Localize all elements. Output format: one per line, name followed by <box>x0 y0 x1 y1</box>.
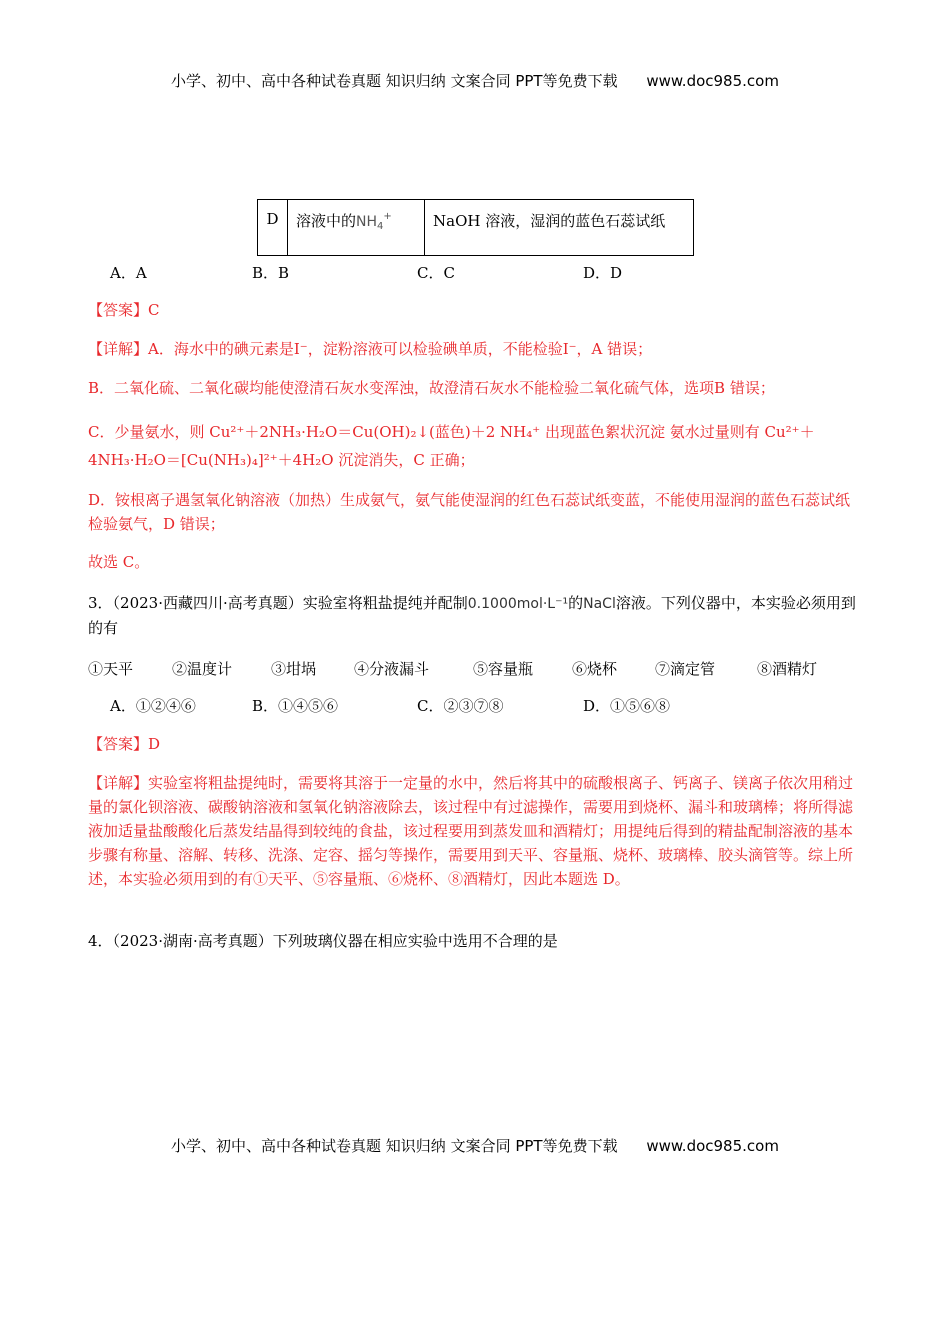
q2-detail-c2: 4NH₃·H₂O＝[Cu(NH₃)₄]²⁺＋4H₂O 沉淀消失，C 正确； <box>88 451 475 469</box>
detail-text: 实验室将粗盐提纯时，需要将其溶于一定量的水中，然后将其中的硫酸根离子、钙离子、镁离子依次用稍过量的氯化钡溶液、碳酸钠溶液和氢氧化钠溶液除去，该过程中有过滤操作，需要用到烧杯、漏斗和玻璃棒；将所得滤液加适量盐酸酸化后蒸发结晶得到较纯的食盐，该过程要用到蒸发皿和酒精灯；用提纯后得到的精盐配制溶液的基本步骤有称量、溶解、转移、洗涤、定容、摇匀等操作，需要用到天平、容量瓶、烧杯、玻璃棒、胶头滴管等。综上所述，本实验必须用到的有①天平、⑤容量瓶、⑥烧杯、⑧酒精灯，因此本题选 D。 <box>88 774 854 888</box>
detail-label: 【详解】 <box>88 340 149 358</box>
q4-stem: 4．（2023·湖南·高考真题）下列玻璃仪器在相应实验中选用不合理的是 <box>88 932 558 950</box>
q2-choice-b: B．B <box>252 264 290 282</box>
q3-item-4: ④分液漏斗 <box>354 660 430 678</box>
header-site[interactable]: www.doc985.com <box>646 72 779 90</box>
q3-stem-de: 的 <box>568 594 584 612</box>
q3-item-8: ⑧酒精灯 <box>757 660 818 678</box>
answer-label: 【答案】 <box>88 735 149 753</box>
q2-choice-d: D．D <box>583 264 623 282</box>
q2-detail-b: B．二氧化硫、二氧化碳均能使澄清石灰水变浑浊，故澄清石灰水不能检验二氧化硫气体，选项B 错误； <box>88 379 775 397</box>
q2-answer <box>88 298 863 322</box>
header-text: 小学、初中、高中各种试卷真题 知识归纳 文案合同 PPT等免费下载 <box>171 72 618 90</box>
page-footer <box>0 1135 950 1156</box>
q3-concentration: 0.1000mol·L⁻¹ <box>467 596 569 612</box>
footer-site[interactable]: www.doc985.com <box>646 1137 779 1155</box>
q3-answer <box>88 732 863 756</box>
q3-stem-text: 3．（2023·西藏四川·高考真题）实验室将粗盐提纯并配制 <box>88 594 468 612</box>
q3-stem <box>88 591 863 640</box>
page-header <box>0 70 950 91</box>
q3-detail <box>88 771 863 891</box>
answer-value: D <box>148 735 161 753</box>
ion-charge: + <box>383 211 392 222</box>
q2-detail-d: D．铵根离子遇氢氧化钠溶液（加热）生成氨气，氨气能使湿润的红色石蕊试纸变蓝，不能使用湿润的蓝色石蕊试纸检验氨气，D 错误； <box>88 491 851 533</box>
answer-value: C <box>148 301 160 319</box>
q3-item-7: ⑦滴定管 <box>655 660 716 678</box>
q3-choice-a: A．①②④⑥ <box>110 697 196 715</box>
q3-stem-end: 溶液。下列仪器中，本实验必须用到的有 <box>88 594 856 637</box>
ion-cell <box>288 200 425 256</box>
q3-item-3: ③坩埚 <box>271 660 317 678</box>
q2-detail-c1: C．少量氨水，则 Cu²⁺＋2NH₃·H₂O＝Cu(OH)₂↓(蓝色)＋2 NH₄⁺ 出现蓝色絮状沉淀 氨水过量则有 Cu²⁺＋ <box>88 423 815 441</box>
option-table <box>257 199 694 256</box>
q3-item-6: ⑥烧杯 <box>572 660 618 678</box>
answer-label: 【答案】 <box>88 301 149 319</box>
detail-label: 【详解】 <box>88 774 149 792</box>
table-row <box>258 200 694 256</box>
q2-choice-c: C．C <box>417 264 455 282</box>
option-letter-cell: D <box>258 200 288 256</box>
footer-text: 小学、初中、高中各种试卷真题 知识归纳 文案合同 PPT等免费下载 <box>171 1137 618 1155</box>
q2-conclusion: 故选 C。 <box>88 553 150 571</box>
detail-text: A．海水中的碘元素是I⁻，淀粉溶液可以检验碘单质，不能检验I⁻，A 错误； <box>148 340 653 358</box>
q2-choice-a: A．A <box>110 264 147 282</box>
reagent-cell: NaOH 溶液，湿润的蓝色石蕊试纸 <box>425 200 694 256</box>
ion-formula <box>356 211 392 232</box>
ion-symbol: NH <box>356 214 378 230</box>
q3-item-2: ②温度计 <box>172 660 233 678</box>
ion-text: 溶液中的 <box>296 212 357 230</box>
q3-nacl: NaCl <box>583 596 616 612</box>
q3-choice-c: C．②③⑦⑧ <box>417 697 504 715</box>
q3-item-1: ①天平 <box>88 660 134 678</box>
q3-item-5: ⑤容量瓶 <box>473 660 534 678</box>
q2-detail-a <box>88 337 863 361</box>
q3-choice-d: D．①⑤⑥⑧ <box>583 697 671 715</box>
ion-subscript: 4 <box>377 221 384 232</box>
q3-choice-b: B．①④⑤⑥ <box>252 697 339 715</box>
